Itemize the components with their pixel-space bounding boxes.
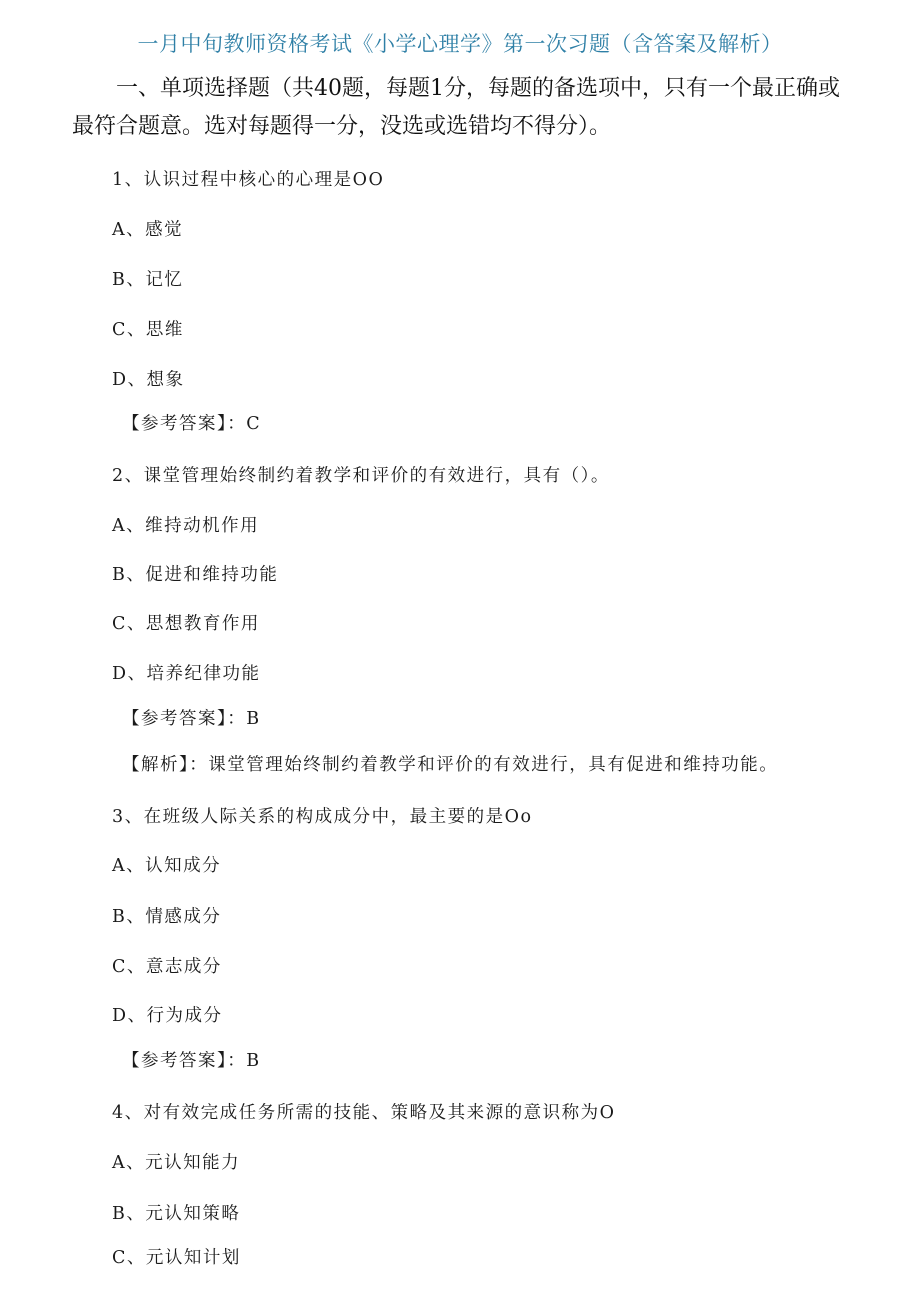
answer-analysis: 【解析】：课堂管理始终制约着教学和评价的有效进行，具有促进和维持功能。 (122, 755, 779, 775)
question-option: D、想象 (112, 370, 185, 390)
question-option: A、元认知能力 (112, 1153, 241, 1173)
reference-answer: 【参考答案】：B (122, 709, 261, 729)
question-option: C、思想教育作用 (112, 614, 260, 634)
question-option: B、记忆 (112, 270, 184, 290)
question-option: D、行为成分 (112, 1006, 223, 1026)
question-option: A、感觉 (112, 220, 184, 240)
reference-answer: 【参考答案】：B (122, 1051, 261, 1071)
question-stem: 3、在班级人际关系的构成成分中，最主要的是Oo (112, 807, 533, 827)
question-option: C、元认知计划 (112, 1248, 241, 1268)
question-option: B、促进和维持功能 (112, 565, 279, 585)
question-option: B、元认知策略 (112, 1204, 241, 1224)
question-stem: 1、认识过程中核心的心理是OO (112, 170, 385, 190)
question-stem: 4、对有效完成任务所需的技能、策略及其来源的意识称为O (112, 1103, 616, 1123)
question-option: C、意志成分 (112, 957, 222, 977)
question-stem: 2、课堂管理始终制约着教学和评价的有效进行，具有（）。 (112, 466, 610, 486)
reference-answer: 【参考答案】：C (122, 414, 262, 434)
question-option: C、思维 (112, 320, 184, 340)
question-option: A、认知成分 (112, 856, 222, 876)
question-option: A、维持动机作用 (112, 516, 260, 536)
section-instructions: 一、单项选择题（共40题，每题1分，每题的备选项中，只有一个最正确或最符合题意。选对每题得一分，没选或选错均不得分）。 (72, 76, 840, 139)
document-title: 一月中旬教师资格考试《小学心理学》第一次习题（含答案及解析） (137, 32, 783, 56)
question-option: D、培养纪律功能 (112, 664, 261, 684)
question-option: B、情感成分 (112, 907, 222, 927)
